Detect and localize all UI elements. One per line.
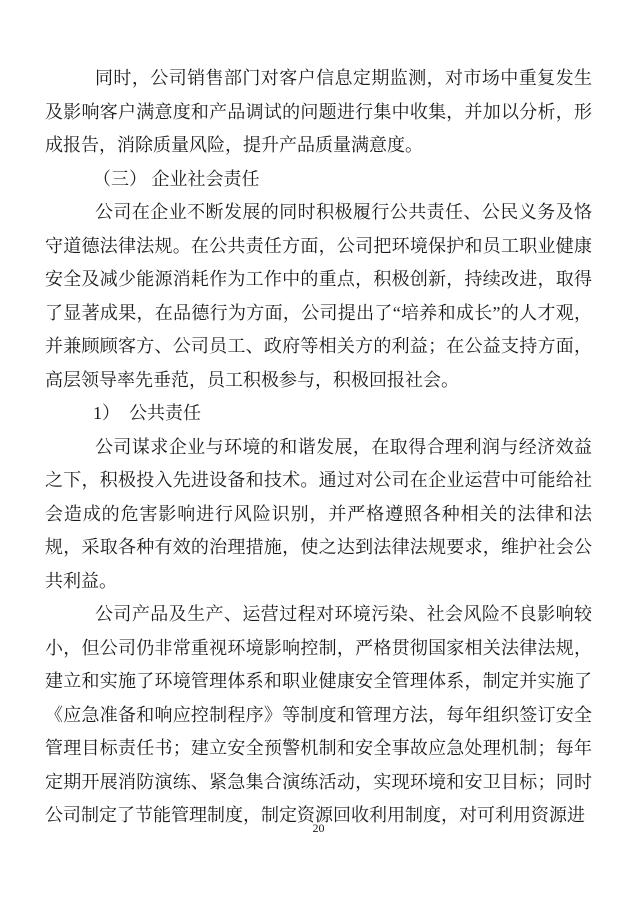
paragraph-customer-feedback: 同时，公司销售部门对客户信息定期监测，对市场中重复发生及影响客户满意度和产品调试的问题进行集中收集，并加以分析，形成报告，消除质量风险，提升产品质量满意度。 — [45, 68, 592, 155]
paragraph-environmental-control: 公司产品及生产、运营过程对环境污染、社会风险不良影响较小，但公司仍非常重视环境影响控制，严格贯彻国家相关法律法规，建立和实施了环境管理体系和职业健康安全管理体系，制定并实施了《应急准备和响应控制程序》等制度和管理方法，每年组织签订安全管理目标责任书；建立安全预警机制和安全事故应急处理机制；每年定期开展消防演练、紧急集合演练活动，实现环境和安卫目标；同时公司制定了节能管理制度，制定资源回收利用制度，对可利用资源进 — [45, 604, 592, 825]
paragraph-csr-overview: 公司在企业不断发展的同时积极履行公共责任、公民义务及恪守道德法律法规。在公共责任方面，公司把环境保护和员工职业健康安全及减少能源消耗作为工作中的重点，积极创新，持续改进，取得了显著成果，在品德行为方面，公司提出了“培养和成长”的人才观，并兼顾顾客方、公司员工、政府等相关方的利益；在公益支持方面，高层领导率先垂范，员工积极参与，积极回报社会。 — [45, 202, 592, 390]
page-number: 20 — [312, 821, 325, 835]
document-content — [45, 62, 592, 833]
paragraph-environment-harmony: 公司谋求企业与环境的和谐发展，在取得合理利润与经济效益之下，积极投入先进设备和技术。通过对公司在企业运营中可能给社会造成的危害影响进行风险识别，并严格遵照各种相关的法律和法规，采取各种有效的治理措施，使之达到法律法规要求，维护社会公共利益。 — [45, 436, 592, 591]
heading-public-responsibility: 1） 公共责任 — [93, 403, 201, 423]
heading-corporate-social-responsibility: （三） 企业社会责任 — [93, 168, 260, 189]
